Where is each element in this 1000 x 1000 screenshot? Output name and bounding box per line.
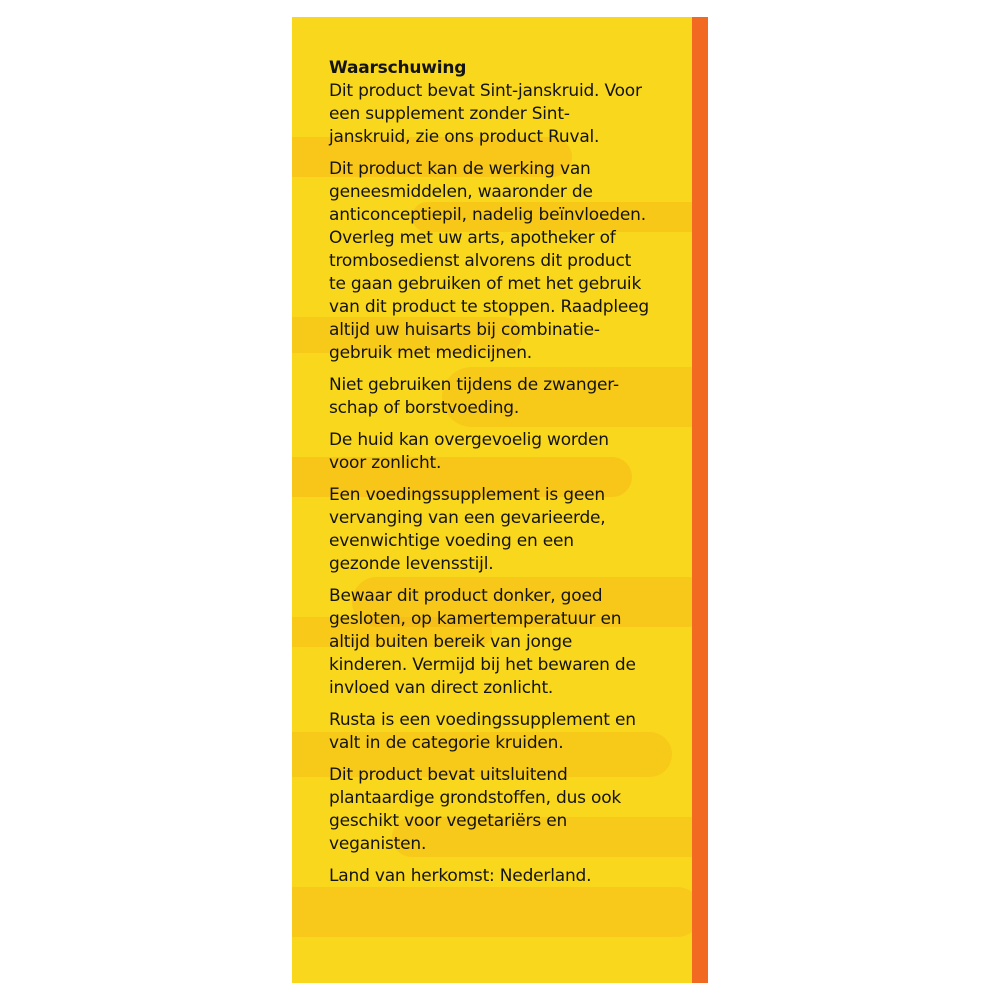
- paragraph-medication-interaction: Dit product kan de werking van geneesmiddelen, waaronder de anticonceptiepil, nadelig beïnvloeden. Overleg met uw arts, apotheker of trombosedienst alvorens dit product te gaan gebruiken of met het gebruik van dit product te stoppen. Raadpleeg altijd uw huisarts bij combinatie- gebruik met medicijnen.: [329, 159, 649, 363]
- paragraph-storage: Bewaar dit product donker, goed gesloten, op kamertemperatuur en altijd buiten bereik van jonge kinderen. Vermijd bij het bewaren de invloed van direct zonlicht.: [329, 586, 636, 698]
- paragraph-st-johns-wort: Dit product bevat Sint-janskruid. Voor een supplement zonder Sint- janskruid, zie ons product Ruval.: [329, 81, 642, 147]
- paragraph-vegan: Dit product bevat uitsluitend plantaardige grondstoffen, dus ook geschikt voor vegetariërs en veganisten.: [329, 765, 622, 854]
- paragraph-category: Rusta is een voedingssupplement en valt in de categorie kruiden.: [329, 710, 636, 753]
- warning-text-block: [329, 57, 701, 897]
- warning-heading: Waarschuwing: [329, 58, 467, 78]
- paragraph-supplement-notice: Een voedingssupplement is geen vervanging van een gevarieerde, evenwichtige voeding en een gezonde levensstijl.: [329, 485, 606, 574]
- paragraph-origin: Land van herkomst: Nederland.: [329, 866, 592, 886]
- paragraph-sunlight: De huid kan overgevoelig worden voor zonlicht.: [329, 430, 609, 473]
- paragraph-pregnancy: Niet gebruiken tijdens de zwanger- schap of borstvoeding.: [329, 375, 619, 418]
